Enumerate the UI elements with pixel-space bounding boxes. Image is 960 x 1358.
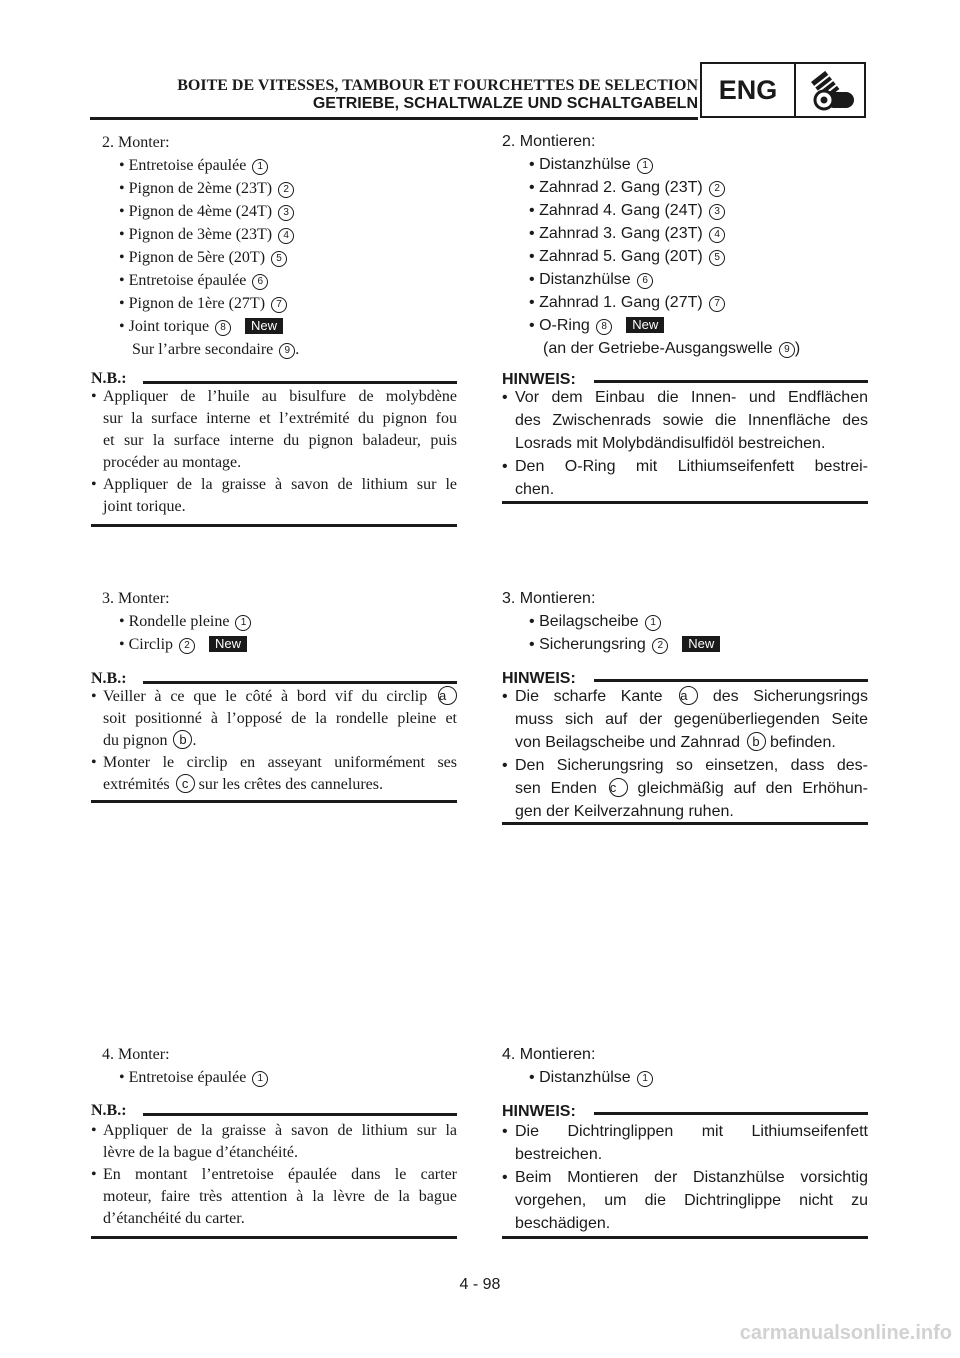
fr-note-2-heading: N.B.: [91,370,127,387]
de-step-4-list [529,1066,653,1089]
fr-note-3-rule [143,681,457,684]
list-item: • Circlip 2 New [119,634,251,656]
list-item: • Pignon de 2ème (23T) 2 [119,178,299,200]
callout-a: a [438,686,457,705]
list-item: • Entretoise épaulée 1 [119,155,299,177]
fr-step-4: 4. Monter: [102,1046,170,1063]
de-step-4: 4. Montieren: [502,1046,596,1063]
new-badge: New [209,636,247,652]
de-note-3-rule [594,679,868,682]
fr-note-2-end-rule [91,524,457,527]
new-badge: New [682,636,720,652]
fr-note-4-body [91,1120,457,1230]
fr-note-2-body [91,386,457,518]
list-item: • O-Ring 8 New [529,314,800,337]
header-rule [90,117,698,120]
list-item: • Rondelle pleine 1 [119,611,251,633]
list-item: • Entretoise épaulée 1 [119,1067,268,1089]
note-bullet: • Appliquer de la graisse à savon de lithium sur le joint torique. [91,476,457,515]
note-bullet: • Den Sicherungsring so einsetzen, dass des- sen Enden c gleichmäßig auf den Erhöhun- gen der Keilverzahnung ruhen. [502,757,869,820]
list-item: • Entretoise épaulée 6 [119,270,299,292]
header-title-de: GETRIEBE, SCHALTWALZE UND SCHALTGABELN [312,95,698,112]
new-badge: New [626,317,664,333]
eng-badge [700,62,866,118]
list-item: • Zahnrad 4. Gang (24T) 3 [529,199,800,222]
de-note-3-heading: HINWEIS: [502,670,576,687]
callout-c: c [609,778,628,797]
note-bullet: • Monter le circlip en asseyant uniformément ses extrémités c sur les crêtes des cannelures. [91,754,457,793]
fr-note-3-end-rule [91,800,457,803]
fr-step-2-list [119,155,299,361]
de-note-3-end-rule [502,822,868,825]
header-title-fr: BOITE DE VITESSES, TAMBOUR ET FOURCHETTES DE SELECTION [177,77,698,94]
list-item: • Distanzhülse 1 [529,1066,653,1089]
list-item: • Zahnrad 3. Gang (23T) 4 [529,222,800,245]
de-note-2-rule [594,380,868,383]
list-item: • Pignon de 5ère (20T) 5 [119,247,299,269]
note-bullet: • Veiller à ce que le côté à bord vif du circlip a soit positionné à l’opposé de la rondelle pleine et du pignon b . [91,688,457,749]
de-note-2-body [502,386,868,501]
de-note-4-rule [594,1112,868,1115]
callout-c: c [176,774,195,793]
note-bullet: • Vor dem Einbau die Innen- und Endflächen des Zwischenrads sowie die Innenfläche des Losrads mit Molybdändisulfidöl bestreichen. [502,389,868,452]
note-bullet: • En montant l’entretoise épaulée dans le carter moteur, faire très attention à la lèvre de la bague d’étanchéité du carter. [91,1166,457,1227]
fr-step-3: 3. Monter: [102,590,170,607]
de-note-2-heading: HINWEIS: [502,371,576,388]
list-item-sub: Sur l’arbre secondaire 9 . [132,341,300,358]
fr-note-4-heading: N.B.: [91,1102,127,1119]
list-item: • Pignon de 1ère (27T) 7 [119,293,299,315]
list-item: • Pignon de 3ème (23T) 4 [119,224,299,246]
page-number: 4 - 98 [459,1276,501,1293]
list-item: • Sicherungsring 2 New [529,633,720,656]
list-item: • Beilagscheibe 1 [529,610,720,633]
de-step-2-list [529,153,800,360]
fr-note-4-rule [143,1113,457,1116]
eng-badge-label: ENG [702,64,796,116]
de-note-2-end-rule [502,501,868,504]
list-item: • Distanzhülse 6 [529,268,800,291]
de-note-3-body [502,685,868,823]
list-item: • Distanzhülse 1 [529,153,800,176]
callout-b: b [747,732,766,751]
fr-step-3-list [119,611,251,656]
de-note-4-heading: HINWEIS: [502,1103,576,1120]
watermark: carmanualsonline.info [739,1322,952,1344]
fr-note-2-rule [143,381,457,384]
note-bullet: • Die scharfe Kante a des Sicherungsrings muss sich auf der gegenüberliegenden Seite von Beilagscheibe und Zahnrad b befinden. [502,688,868,751]
list-item: • Joint torique 8 New [119,316,299,338]
note-bullet: • Beim Montieren der Distanzhülse vorsichtig vorgehen, um die Dichtringlippe nicht zu beschädigen. [502,1169,868,1232]
list-item: • Zahnrad 1. Gang (27T) 7 [529,291,800,314]
list-item: • Zahnrad 5. Gang (20T) 5 [529,245,800,268]
note-bullet: • Die Dichtringlippen mit Lithiumseifenfett bestreichen. [502,1123,868,1163]
de-step-2: 2. Montieren: [502,133,596,150]
fr-step-2: 2. Monter: [102,134,170,151]
fr-note-4-end-rule [91,1236,457,1239]
de-note-4-body [502,1120,868,1235]
fr-step-4-list [119,1067,268,1089]
list-item-sub: (an der Getriebe-Ausgangswelle 9 ) [543,340,801,357]
list-item: • Zahnrad 2. Gang (23T) 2 [529,176,800,199]
note-bullet: • Den O-Ring mit Lithiumseifenfett bestrei- chen. [502,458,868,498]
callout-b: b [173,730,192,749]
de-step-3-list [529,610,720,656]
engine-piston-icon [796,64,864,116]
list-item: • Pignon de 4ème (24T) 3 [119,201,299,223]
callout-a: a [679,686,698,705]
fr-note-3-heading: N.B.: [91,670,127,687]
fr-note-3-body [91,686,457,796]
note-bullet: • Appliquer de l’huile au bisulfure de molybdène sur la surface interne et l’extrémité du pignon fou et sur la surface interne du pignon baladeur, puis procéder au montage. [91,388,457,471]
de-step-3: 3. Montieren: [502,590,596,607]
de-note-4-end-rule [502,1236,868,1239]
new-badge: New [245,318,283,334]
note-bullet: • Appliquer de la graisse à savon de lithium sur la lèvre de la bague d’étanchéité. [91,1122,457,1161]
